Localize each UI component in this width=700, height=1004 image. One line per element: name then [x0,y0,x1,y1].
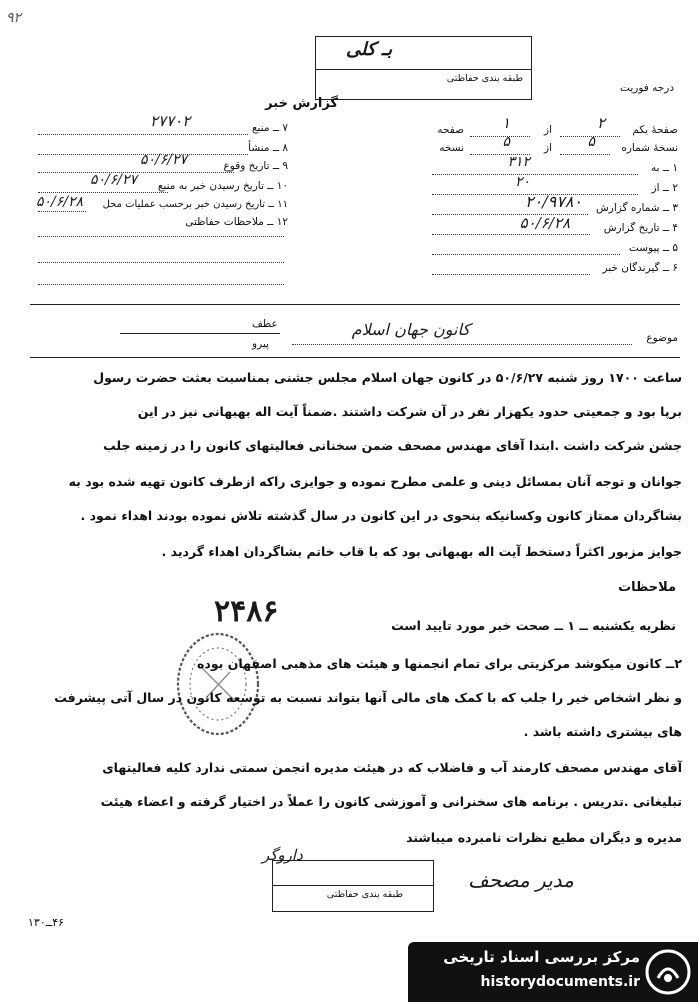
remark-annotation: داروگر [262,846,303,864]
copy-label: نسخهٔ شماره [621,142,678,154]
peyro-label: پیرو [252,338,269,350]
atf-label: عطف [252,318,278,330]
remark-1: نظریه یکشنبه ــ ۱ ــ صحت خبر مورد تایید است [391,618,676,633]
remarks-title: ملاحظات [618,580,676,595]
stamp-number: ۲۴۸۶ [214,594,279,629]
subject-value: کانون جهان اسلام [351,320,470,339]
watermark-url: historydocuments.ir [480,974,640,990]
body-line: بشاگردان ممتاز کانون وکسانیکه بنحوی در این کانون در سال گذشته تلاش نموده بودند اهداء نمود . [80,508,682,523]
body-line: ساعت ۱۷۰۰ روز شنبه ۵۰/۶/۲۷ در کانون جهان اسلام مجلس جشنی بمناسبت بعثت حضرت رسول [93,370,682,385]
page-label: صفحهٔ یکم [632,124,678,136]
classification-handwritten: بـ کلی [346,39,393,60]
signature: مدیر مصحف [468,868,574,892]
report-title: گزارش خبر [265,96,338,111]
classification-box-label: طبقه بندی حفاظتی [446,73,523,84]
archive-logo-icon [644,948,692,996]
classification-box [315,36,532,100]
form-code: ۴۶ــ۱۳۰ [28,916,65,929]
page-number: ۹۲ [6,10,22,26]
body-line: برپا بود و جمعیتی حدود یکهزار نفر در آن شرکت داشتند .ضمناً آیت اله بهبهانی نیز در این [137,404,682,419]
subject-label: موضوع [646,332,678,344]
watermark-name: مرکز بررسی اسناد تاریخی [443,948,640,966]
footer-classification-box: طبقه بندی حفاظتی [272,860,434,912]
urgency-label: درجه فوریت [620,82,674,94]
watermark [408,942,698,1002]
body-line: جوانان و توجه آنان بمسائل دینی و علمی مطرح نموده و جوایزی راکه ازطرف کانون تهیه شده بود به [68,474,682,489]
body-line: جشن شرکت داشت .ابتدا آقای مهندس مصحف ضمن سخنانی فعالیتهای کانون را در زمینه جلب [103,438,682,453]
body-line: جوایز مزبور اکثراً دستخط آیت اله بهبهانی بود که با قاب خاتم بشاگردان اهداء گردید . [161,544,682,559]
